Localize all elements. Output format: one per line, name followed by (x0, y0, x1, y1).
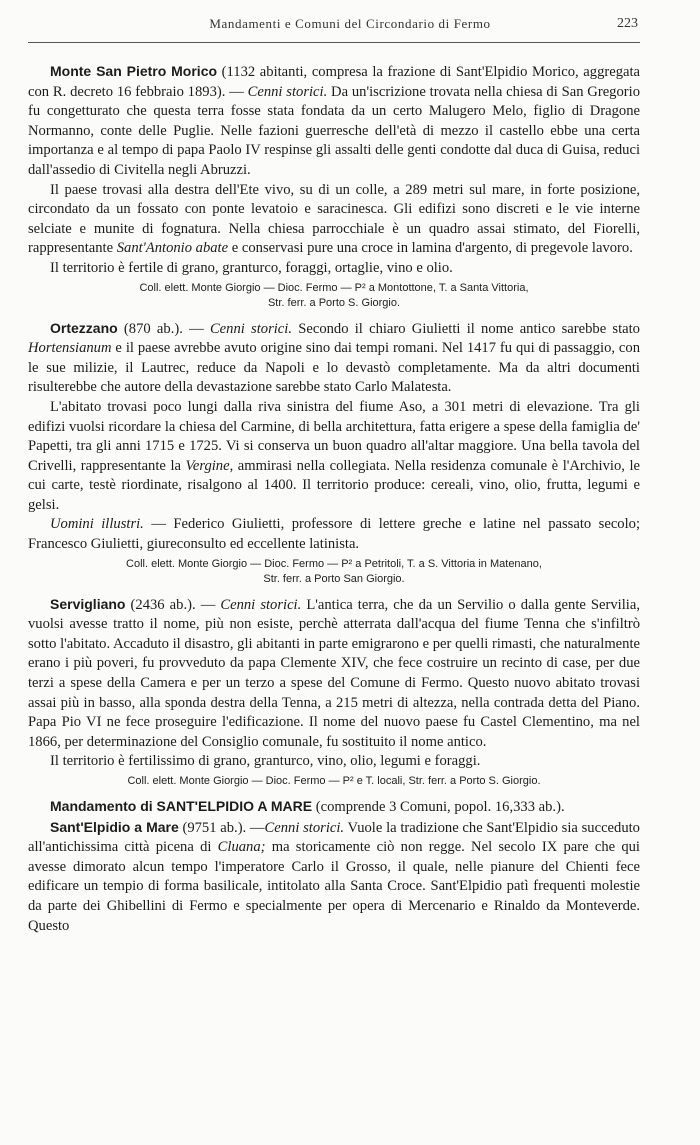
entry-name-ortezzano: Ortezzano (50, 319, 118, 336)
entry-name-santelpidio: Sant'Elpidio a Mare (50, 818, 179, 835)
entry-monte-paragraph-2: Il paese trovasi alla destra dell'Ete vivo, su di un colle, a 289 metri sul mare, in forte posizione, circondato da un fossato con ponte levatoio e saracinesca. Gli edifizi sono discreti e le vie interne selciate e munite di fognatura. Nella chiesa parrocchiale è un quadro assai stimato, del Fiorelli, rappresentante Sant'Antonio abate e conservasi pure una croce in lamina d'argento, di pregevole lavoro. (28, 181, 640, 257)
entry-name-servigliano: Servigliano (50, 595, 126, 612)
entry-servigliano-collegio: Coll. elett. Monte Giorgio — Dioc. Fermo — P² e T. locali, Str. ferr. a Porto S. Giorgio. (127, 775, 541, 787)
header-rule (28, 42, 640, 43)
entry-monte-paragraph-3: Il territorio è fertile di grano, granturco, foraggi, ortaglie, vino e olio. (50, 259, 453, 276)
entry-servigliano-paragraph-1: Servigliano (2436 ab.). — Cenni storici. L'antica terra, che da un Servilio o dalla gente Servilia, vuolsi avesse tratto il nome, più non esiste, perchè atterrata dall'acqua del fiume Tenna che s'infiltrò sotto l'abitato. Accaduto il disastro, gli abitanti in parte emigrarono e per quelli rimasti, che naturalmente erano i più poveri, fu provveduto da papa Clemente XIV, che fece costruire un recinto di case, per due terzi a spese della Camera e per un terzo a spese del Comune di Fermo. Questo nuovo abitato trovasi assai più in basso, alla sponda destra della Tenna, a 215 metri di altezza, nella contrada detta del Piano. Papa Pio VI ne fece proseguire l'edificazione. Il nome del nuovo paese fu Castel Clementino, ma nel 1866, per determinazione del Consiglio comunale, fu sostituito il nome antico. (28, 595, 640, 750)
entry-servigliano-paragraph-2: Il territorio è fertilissimo di grano, granturco, vino, olio, legumi e foraggi. (50, 753, 481, 770)
entry-name-monte: Monte San Pietro Morico (50, 63, 218, 79)
header-title: Mandamenti e Comuni del Circondario di Fermo (209, 16, 491, 31)
page-number: 223 (617, 16, 638, 31)
page-body (28, 62, 640, 936)
entry-santelpidio-paragraph-1: Sant'Elpidio a Mare (9751 ab.). —Cenni storici. Vuole la tradizione che Sant'Elpidio sia succeduto all'antichissima città picena di Cluana; ma storicamente ciò non regge. Nel secolo IX pare che qui avesse dimorato alcun tempo l'imperatore Carlo il Grosso, il quale, nelle pianure del Chienti fece edificare un tempio di forma basilicale, intitolato alla Santa Croce. Sant'Elpidio patì frequenti molestie da parte dei Ghibellini di Fermo e specialmente per opera di Mercenario e Rinaldo da Monteverde. Questo (28, 818, 640, 934)
entry-ortezzano-paragraph-3: Uomini illustri. — Federico Giulietti, professore di lettere greche e latine nel passato secolo; Francesco Giulietti, giureconsulto ed eccellente latinista. (28, 516, 640, 553)
entry-monte-paragraph-1: Monte San Pietro Morico (1132 abitanti, compresa la frazione di Sant'Elpidio Morico, aggregata con R. decreto 16 febbraio 1893). — Cenni storici. Da un'iscrizione trovata nella chiesa di San Gregorio fu congetturato che questa terra fosse stata fondata da un certo Malugero Melo, figlio di Dragone Normanno, conte delle Puglie. Nelle fazioni guerresche dell'età di mezzo il castello ebbe una certa importanza e al tempo di papa Paolo IV respinse gli assalti delle genti condotte dal duca di Guisa, reduci dall'assedio di Civitella negli Abruzzi. (28, 63, 641, 178)
running-header (0, 16, 700, 42)
entry-ortezzano-paragraph-1: Ortezzano (870 ab.). — Cenni storici. Secondo il chiaro Giulietti il nome antico sarebbe stato Hortensianum e il paese avrebbe avuto origine sino dai tempi romani. Nel 1417 fu qui di passaggio, con le sue milizie, il Lautrec, reduce da Napoli e lo devastò completamente. Ma da altri documenti risulterebbe che autore della devastazione sarebbe stato Carlo Malatesta. (28, 319, 640, 396)
entry-ortezzano-paragraph-2: L'abitato trovasi poco lungi dalla riva sinistra del fiume Aso, a 301 metri di elevazione. Tra gli edifizi vuolsi ricordare la chiesa del Carmine, di bella architettura, fatta erigere a spese della famiglia de' Papetti, tra gli anni 1715 e 1725. Vi si conserva un buon quadro all'altar maggiore. Una bella tavola del Crivelli, rappresentante la Vergine, ammirasi nella collegiata. Nella residenza comunale è l'Archivio, le cui carte, testè riordinate, risalgono al 1400. Il territorio produce: cereali, vino, olio, frutta, legumi e gelsi. (28, 398, 641, 513)
entry-ortezzano-collegio: Coll. elett. Monte Giorgio — Dioc. Fermo — P² a Petritoli, T. a S. Vittoria in Matenano, Str. ferr. a Porto San Giorgio. (126, 557, 542, 585)
mandamento-heading: Mandamento di SANT'ELPIDIO A MARE (comprende 3 Comuni, popol. 16,333 ab.). (50, 798, 565, 815)
entry-monte-collegio: Coll. elett. Monte Giorgio — Dioc. Fermo — P² a Montottone, T. a Santa Vittoria, Str. ferr. a Porto S. Giorgio. (139, 281, 529, 309)
